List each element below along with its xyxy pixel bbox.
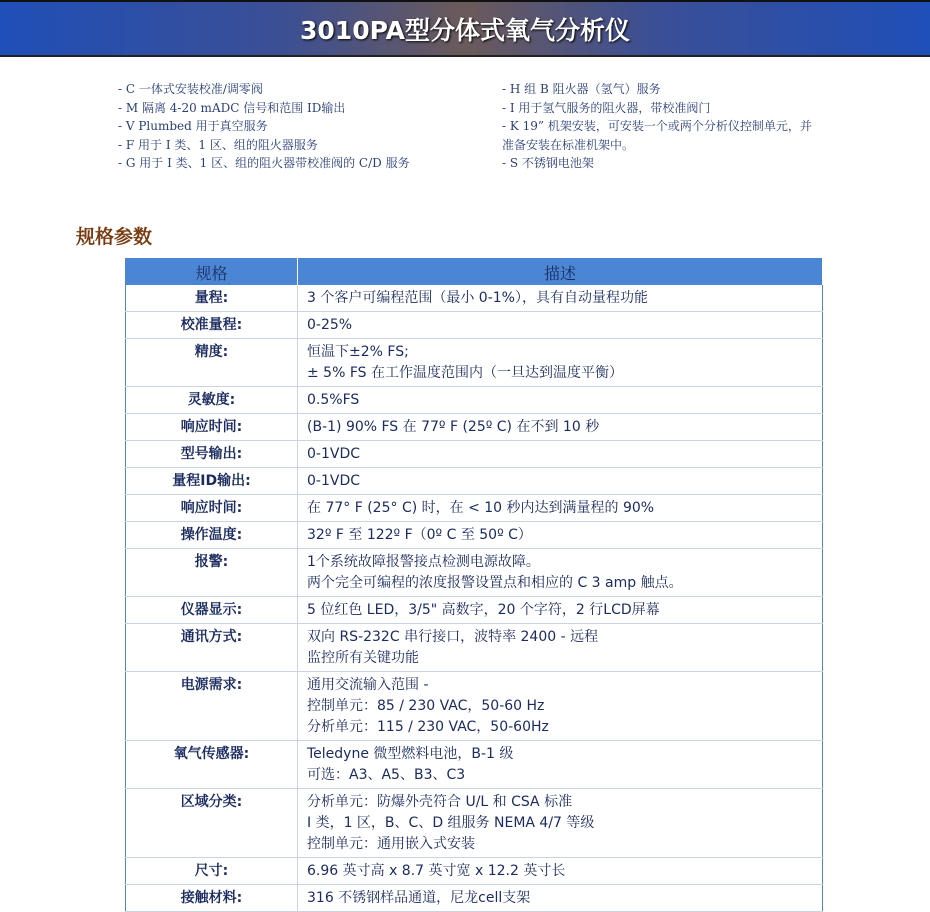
spec-value-line: 分析单元：防爆外壳符合 U/L 和 CSA 标准	[307, 794, 573, 810]
spec-label: 量程ID输出:	[126, 468, 298, 495]
spec-value	[298, 597, 823, 624]
header-spec: 规格	[126, 259, 298, 286]
section-title: 规格参数	[76, 226, 153, 248]
spec-value	[298, 789, 823, 858]
table-row	[126, 312, 823, 339]
spec-label: 灵敏度:	[126, 387, 298, 414]
table-row	[126, 597, 823, 624]
spec-value	[298, 522, 823, 549]
spec-value-line: Teledyne 微型燃料电池，B-1 级	[307, 746, 514, 762]
spec-label: 接触材料:	[126, 885, 298, 912]
spec-value	[298, 885, 823, 912]
table-row	[126, 789, 823, 858]
table-row	[126, 339, 823, 387]
spec-label: 操作温度:	[126, 522, 298, 549]
spec-label: 尺寸:	[126, 858, 298, 885]
table-row	[126, 672, 823, 741]
spec-value-line: 可选：A3、A5、B3、C3	[307, 767, 466, 783]
option-item: - G 用于 I 类、1 区、组的阻火器带校准阀的 C/D 服务	[118, 156, 410, 170]
spec-value-line: 316 不锈钢样品通道，尼龙cell支架	[307, 890, 531, 906]
spec-value-line: 0-1VDC	[307, 446, 360, 462]
spec-value	[298, 495, 823, 522]
table-row	[126, 858, 823, 885]
header-desc: 描述	[298, 259, 823, 286]
option-item: - K 19” 机架安装，可安装一个或两个分析仪控制单元，并	[502, 119, 812, 133]
spec-value	[298, 549, 823, 597]
options-list-right	[502, 80, 812, 173]
spec-table	[125, 258, 823, 912]
spec-value-line: 恒温下±2% FS;	[307, 344, 409, 360]
spec-value	[298, 339, 823, 387]
table-row	[126, 624, 823, 672]
spec-value	[298, 312, 823, 339]
spec-value	[298, 285, 823, 312]
spec-label: 报警:	[126, 549, 298, 597]
spec-value	[298, 741, 823, 789]
table-row	[126, 387, 823, 414]
option-item: - F 用于 I 类、1 区、组的阻火器服务	[118, 137, 318, 152]
options-list-left	[118, 80, 410, 173]
spec-label: 精度:	[126, 339, 298, 387]
spec-label: 响应时间:	[126, 495, 298, 522]
spec-value-line: 6.96 英寸高 x 8.7 英寸宽 x 12.2 英寸长	[307, 863, 566, 879]
table-row	[126, 741, 823, 789]
spec-label: 校准量程:	[126, 312, 298, 339]
table-row	[126, 441, 823, 468]
spec-value	[298, 468, 823, 495]
spec-value-line: 监控所有关键功能	[307, 650, 419, 666]
spec-value-line: 分析单元：115 / 230 VAC，50-60Hz	[307, 719, 549, 735]
spec-value-line: 1个系统故障报警接点检测电源故障。	[307, 554, 540, 570]
option-item: - M 隔离 4-20 mADC 信号和范围 ID输出	[118, 100, 346, 115]
option-item: - S 不锈钢电池架	[502, 156, 594, 170]
page-title: 3010PA型分体式氧气分析仪	[300, 15, 630, 45]
spec-value-line: (B-1) 90% FS 在 77º F (25º C) 在不到 10 秒	[307, 419, 600, 435]
spec-value-line: 3 个客户可编程范围（最小 0-1%），具有自动量程功能	[307, 290, 648, 306]
spec-label: 量程:	[126, 285, 298, 312]
option-item: - H 组 B 阻火器（氢气）服务	[502, 82, 661, 96]
spec-value-line: 0-1VDC	[307, 473, 360, 489]
spec-value-line: 在 77° F (25° C) 时，在 < 10 秒内达到满量程的 90%	[307, 500, 655, 516]
spec-value-line: 32º F 至 122º F（0º C 至 50º C）	[307, 527, 532, 543]
spec-value	[298, 858, 823, 885]
title-banner	[0, 0, 930, 57]
option-item: 准备安装在标准机架中。	[502, 137, 635, 152]
spec-value	[298, 414, 823, 441]
spec-label: 通讯方式:	[126, 624, 298, 672]
table-row	[126, 285, 823, 312]
table-row	[126, 549, 823, 597]
table-row	[126, 468, 823, 495]
spec-value-line: 0-25%	[307, 317, 353, 333]
spec-label: 仪器显示:	[126, 597, 298, 624]
spec-value-line: I 类，1 区，B、C、D 组服务 NEMA 4/7 等级	[307, 815, 595, 831]
spec-value-line: 通用交流输入范围 -	[307, 677, 429, 693]
table-row	[126, 522, 823, 549]
option-item: - C 一体式安装校准/调零阀	[118, 82, 263, 96]
spec-value-line: ± 5% FS 在工作温度范围内（一旦达到温度平衡）	[307, 365, 623, 381]
option-item: - V Plumbed 用于真空服务	[118, 119, 268, 133]
table-row	[126, 495, 823, 522]
spec-label: 电源需求:	[126, 672, 298, 741]
option-item: - I 用于氢气服务的阻火器，带校准阀门	[502, 100, 711, 115]
spec-label: 区域分类:	[126, 789, 298, 858]
spec-value-line: 控制单元：85 / 230 VAC，50-60 Hz	[307, 698, 545, 714]
spec-value	[298, 624, 823, 672]
spec-label: 响应时间:	[126, 414, 298, 441]
spec-value-line: 控制单元：通用嵌入式安装	[307, 836, 475, 852]
spec-value-line: 5 位红色 LED，3/5" 高数字，20 个字符，2 行LCD屏幕	[307, 602, 660, 618]
table-row	[126, 414, 823, 441]
spec-label: 氧气传感器:	[126, 741, 298, 789]
spec-value-line: 两个完全可编程的浓度报警设置点和相应的 C 3 amp 触点。	[307, 575, 683, 591]
spec-value-line: 双向 RS-232C 串行接口，波特率 2400 - 远程	[307, 629, 599, 645]
spec-label: 型号输出:	[126, 441, 298, 468]
table-row	[126, 885, 823, 912]
spec-value-line: 0.5%FS	[307, 392, 360, 408]
spec-value	[298, 672, 823, 741]
spec-value	[298, 387, 823, 414]
spec-value	[298, 441, 823, 468]
